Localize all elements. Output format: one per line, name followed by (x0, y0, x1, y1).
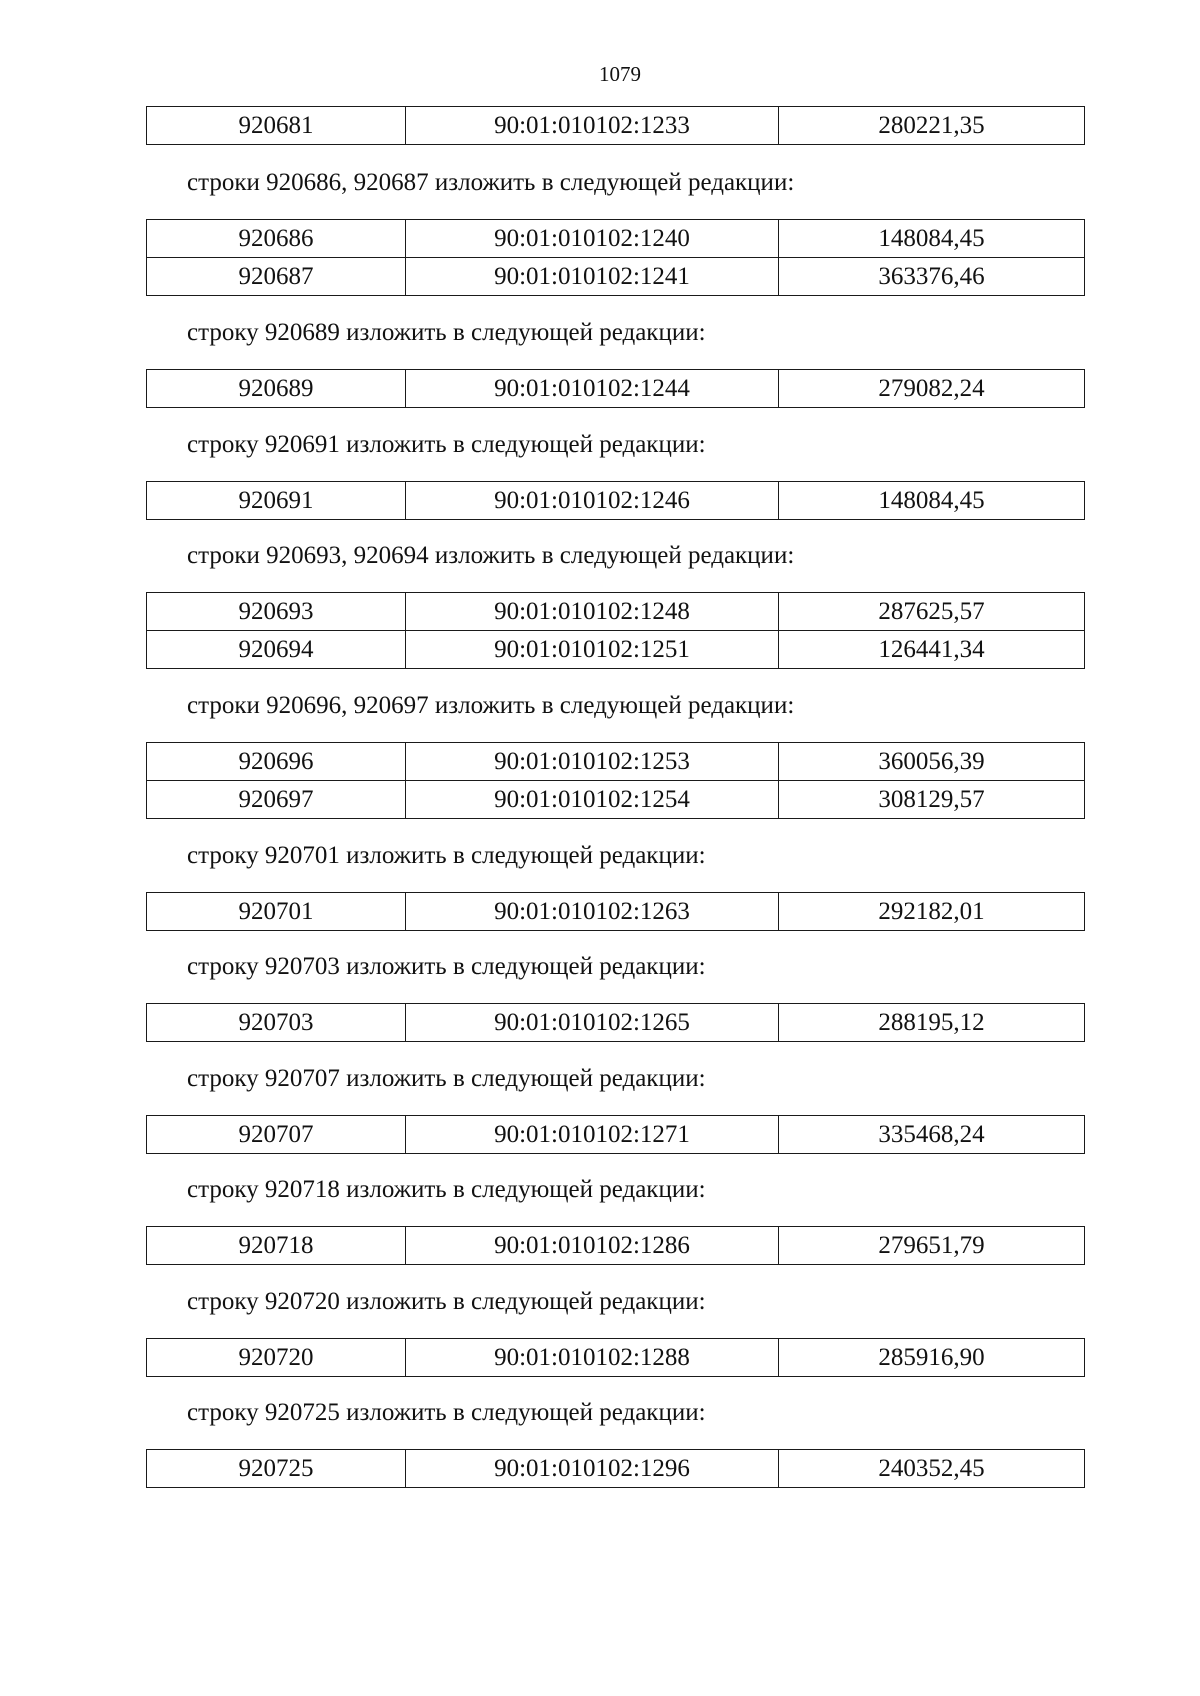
cadastral-number-cell: 90:01:010102:1288 (406, 1339, 779, 1377)
value-cell: 148084,45 (779, 220, 1085, 258)
instruction-text: строку 920703 изложить в следующей редакции: (187, 953, 706, 980)
instruction-text: строки 920693, 920694 изложить в следующей редакции: (187, 542, 795, 569)
instruction-text: строки 920696, 920697 изложить в следующей редакции: (187, 692, 795, 719)
instruction-text: строку 920691 изложить в следующей редакции: (187, 431, 706, 458)
table-row (147, 743, 1085, 781)
cadastral-number-cell: 90:01:010102:1241 (406, 258, 779, 296)
cadastral-number-cell: 90:01:010102:1251 (406, 631, 779, 669)
cadastral-number-cell: 90:01:010102:1233 (406, 107, 779, 145)
instruction-text: строку 920720 изложить в следующей редакции: (187, 1288, 706, 1315)
table-row (147, 893, 1085, 931)
row-id-cell: 920694 (147, 631, 406, 669)
table-row (147, 1004, 1085, 1042)
instruction-text: строку 920689 изложить в следующей редакции: (187, 319, 706, 346)
cadastral-number-cell: 90:01:010102:1296 (406, 1450, 779, 1488)
table-row (147, 1116, 1085, 1154)
instruction-text: строку 920718 изложить в следующей редакции: (187, 1176, 706, 1203)
value-cell: 279651,79 (779, 1227, 1085, 1265)
row-id-cell: 920701 (147, 893, 406, 931)
instruction-text: строку 920725 изложить в следующей редакции: (187, 1399, 706, 1426)
value-cell: 292182,01 (779, 893, 1085, 931)
table-row (147, 593, 1085, 631)
data-table (146, 369, 1085, 408)
data-table (146, 892, 1085, 931)
row-id-cell: 920693 (147, 593, 406, 631)
table-row (147, 631, 1085, 669)
instruction-text: строки 920686, 920687 изложить в следующей редакции: (187, 169, 795, 196)
cadastral-number-cell: 90:01:010102:1263 (406, 893, 779, 931)
row-id-cell: 920691 (147, 482, 406, 520)
table-row (147, 1227, 1085, 1265)
cadastral-number-cell: 90:01:010102:1244 (406, 370, 779, 408)
data-table (146, 219, 1085, 296)
data-table (146, 592, 1085, 669)
cadastral-number-cell: 90:01:010102:1248 (406, 593, 779, 631)
row-id-cell: 920725 (147, 1450, 406, 1488)
value-cell: 126441,34 (779, 631, 1085, 669)
table-row (147, 482, 1085, 520)
data-table (146, 742, 1085, 819)
row-id-cell: 920720 (147, 1339, 406, 1377)
table-row (147, 258, 1085, 296)
cadastral-number-cell: 90:01:010102:1240 (406, 220, 779, 258)
value-cell: 240352,45 (779, 1450, 1085, 1488)
data-table (146, 1338, 1085, 1377)
instruction-text: строку 920707 изложить в следующей редакции: (187, 1065, 706, 1092)
row-id-cell: 920689 (147, 370, 406, 408)
value-cell: 287625,57 (779, 593, 1085, 631)
cadastral-number-cell: 90:01:010102:1253 (406, 743, 779, 781)
table-row (147, 1339, 1085, 1377)
value-cell: 288195,12 (779, 1004, 1085, 1042)
row-id-cell: 920681 (147, 107, 406, 145)
table-row (147, 781, 1085, 819)
cadastral-number-cell: 90:01:010102:1265 (406, 1004, 779, 1042)
data-table (146, 481, 1085, 520)
data-table (146, 1449, 1085, 1488)
row-id-cell: 920686 (147, 220, 406, 258)
instruction-text: строку 920701 изложить в следующей редакции: (187, 842, 706, 869)
table-row (147, 1450, 1085, 1488)
row-id-cell: 920697 (147, 781, 406, 819)
data-table (146, 106, 1085, 145)
cadastral-number-cell: 90:01:010102:1271 (406, 1116, 779, 1154)
row-id-cell: 920707 (147, 1116, 406, 1154)
row-id-cell: 920687 (147, 258, 406, 296)
data-table (146, 1226, 1085, 1265)
value-cell: 363376,46 (779, 258, 1085, 296)
value-cell: 308129,57 (779, 781, 1085, 819)
cadastral-number-cell: 90:01:010102:1254 (406, 781, 779, 819)
value-cell: 285916,90 (779, 1339, 1085, 1377)
page-number: 1079 (599, 62, 641, 86)
value-cell: 148084,45 (779, 482, 1085, 520)
value-cell: 335468,24 (779, 1116, 1085, 1154)
cadastral-number-cell: 90:01:010102:1246 (406, 482, 779, 520)
data-table (146, 1003, 1085, 1042)
value-cell: 280221,35 (779, 107, 1085, 145)
table-row (147, 220, 1085, 258)
value-cell: 279082,24 (779, 370, 1085, 408)
row-id-cell: 920703 (147, 1004, 406, 1042)
table-row (147, 370, 1085, 408)
row-id-cell: 920696 (147, 743, 406, 781)
value-cell: 360056,39 (779, 743, 1085, 781)
table-row (147, 107, 1085, 145)
row-id-cell: 920718 (147, 1227, 406, 1265)
cadastral-number-cell: 90:01:010102:1286 (406, 1227, 779, 1265)
data-table (146, 1115, 1085, 1154)
